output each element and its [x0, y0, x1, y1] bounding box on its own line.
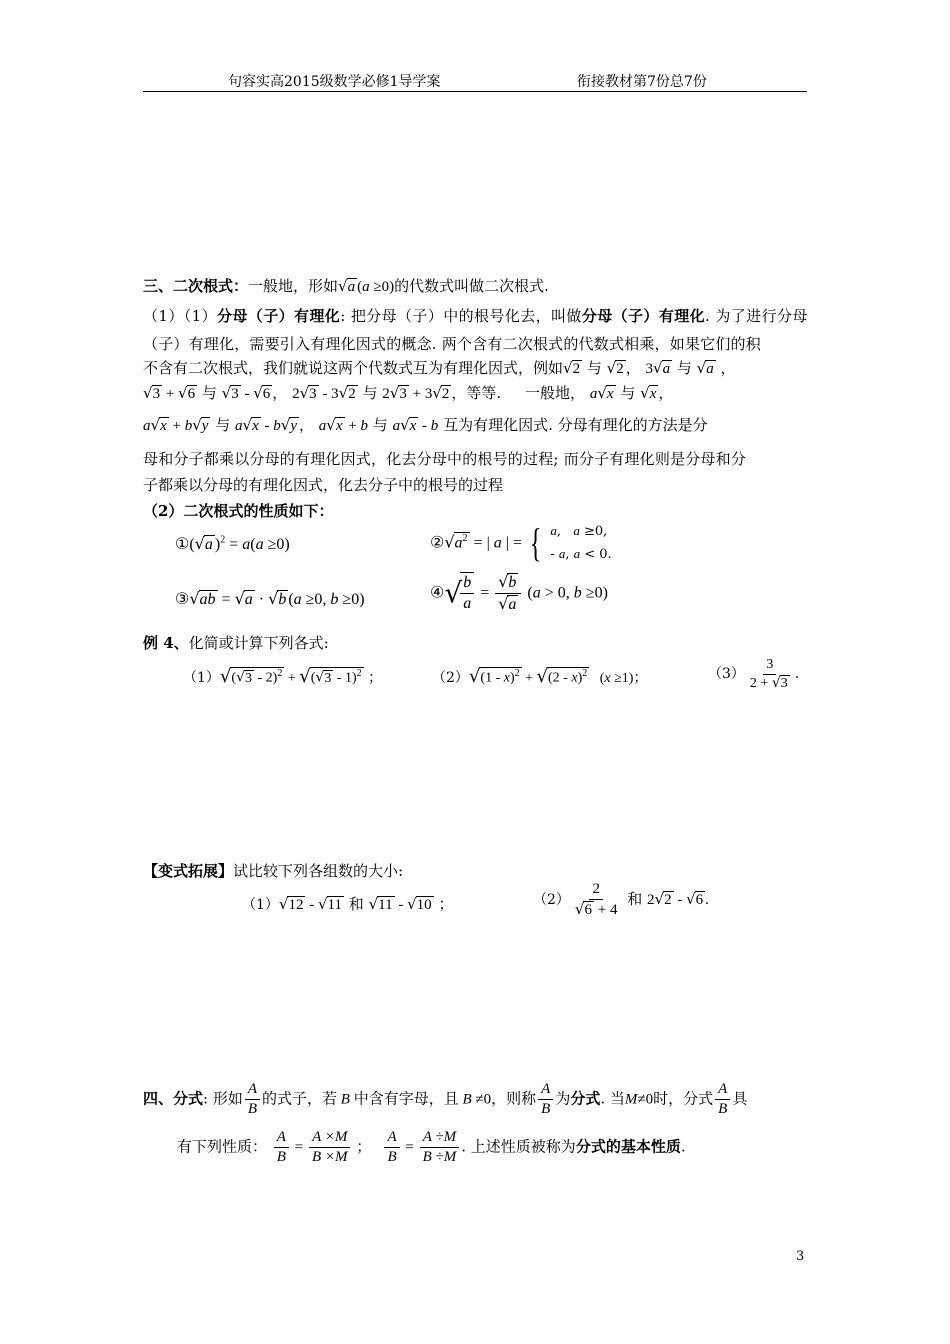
rationalize-line3: 不含有二次根式，我们就说这两个代数式互为有理化因式，例如√2 与 √2 ， 3√a 与 √a ，: [143, 359, 736, 377]
rationalize-term: 分母（子）有理化: [217, 307, 341, 325]
header-rule: [143, 91, 807, 92]
section4-title: 四、分式: [143, 1089, 204, 1108]
rationalize-line7: 子都乘以分母的有理化因式，化去分子中的根号的过程: [143, 476, 504, 494]
rationalize-line4: √3 + √6 与 √3 - √6 ， 2√3 - 3√2 与 2√3 + 3√2 ，等等. 一般地， a√x 与 √x ，: [143, 384, 674, 402]
property-1: ①(√a )$^2$ = a(a ≥0): [175, 534, 290, 553]
section3-intro-a: 一般地，形如: [248, 277, 339, 295]
property-4: ④√ $\frac{b}{a}$ = $\frac{√b}{√a}$ (a > 0, b ≥0): [430, 572, 608, 613]
example4-q3: （3） $\frac{3}{2 + √3}$ .: [708, 657, 800, 691]
section3-intro-b: 的代数式叫做二次根式.: [394, 277, 549, 295]
example4-q1: （1）√(√3 - 2)$^2$ + √(√3 - 1)$^2$ ；: [183, 666, 383, 687]
rationalize-term2: 分母（子）有理化: [581, 307, 706, 325]
header-right: 衔接教材第7份总7份: [577, 74, 707, 90]
page-number: 3: [796, 1249, 805, 1264]
section4-line2: 有下列性质： $\frac{A}{B}$ = $\frac{A \times M}{B \times M}$ ； $\frac{A}{B}$ = $\frac{A \div M}{B \div M}$ . 上述性质被称为分式的基本性质.: [177, 1129, 686, 1165]
example4-title: 例 4、化简或计算下列各式:: [143, 634, 329, 652]
variant-title: 【变式拓展】试比较下列各组数的大小:: [143, 862, 404, 880]
properties-title: （2）二次根式的性质如下：: [143, 502, 334, 520]
section4-line1: 四、分式: 形如 $\frac{A}{B}$ 的式子，若 B 中含有字母，且 B ≠0，则称 $\frac{A}{B}$ 为分式. 当M≠0时，分式 $\frac{A}{B}$ 具: [143, 1081, 748, 1117]
section3-line: 三、二次根式：一般地，形如√a (a ≥0)的代数式叫做二次根式.: [143, 277, 549, 295]
example4-q2: （2）√(1 - x)$^2$ + √(2 - x)$^2$ (x ≥1)；: [432, 666, 648, 687]
rationalize-line6: 母和分子都乘以分母的有理化因式，化去分母中的根号的过程; 而分子有理化则是分母和分: [143, 450, 747, 468]
property-3: ③√ab = √a · √b (a ≥0, b ≥0): [175, 589, 365, 608]
header-left: 句容实高2015级数学必修1导学案: [228, 74, 441, 90]
rationalize-line2: （子）有理化，需要引入有理化因式的概念. 两个含有二次根式的代数式相乘，如果它们的积: [143, 335, 761, 353]
section3-title: 三、二次根式：: [143, 277, 249, 295]
variant-q2: （2） $\frac{2}{√6 + 4}$ 和 2√2 - √6 .: [533, 881, 709, 918]
property-2: $②√a^2$ = | a | = { a, a ≥0, - a, a < 0.: [430, 520, 612, 565]
rationalize-line1: （1）（1）分母（子）有理化: 把分母（子）中的根号化去，叫做分母（子）有理化. 为了进行分母: [143, 307, 808, 325]
variant-q1: （1）√12 - √11 和 √11 - √10 ；: [242, 895, 454, 913]
rationalize-line5: a√x + b√y 与 a√x - b√y ， a√x + b 与 a√x - b 互为有理化因式. 分母有理化的方法是分: [143, 416, 708, 434]
